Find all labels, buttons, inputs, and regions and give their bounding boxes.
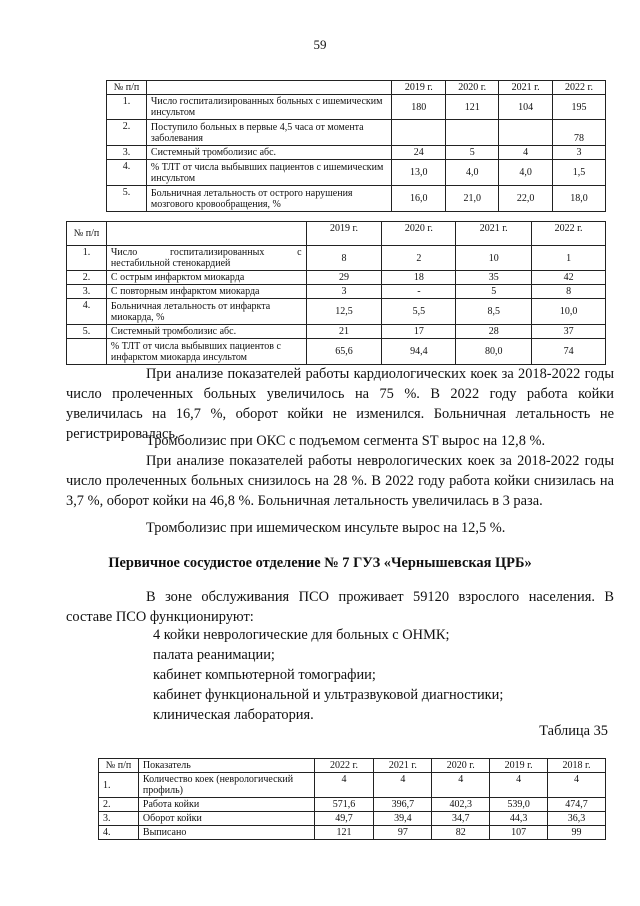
table-cell — [67, 339, 107, 365]
bed-stats-table — [98, 758, 606, 840]
table-cell: 1. — [99, 773, 139, 798]
header-cell: Показатель — [138, 759, 314, 773]
table-cell: - — [382, 285, 456, 299]
table-cell: Число госпитализированных больных с ишемическим инсультом — [146, 95, 391, 120]
table-row — [67, 325, 606, 339]
table-cell: Системный тромболизис абс. — [106, 325, 306, 339]
header-cell: 2019 г. — [490, 759, 548, 773]
header-cell: 2018 г. — [548, 759, 606, 773]
section-heading: Первичное сосудистое отделение № 7 ГУЗ «Чернышевская ЦРБ» — [108, 555, 532, 571]
table-cell: 49,7 — [314, 812, 374, 826]
table-cell: 8,5 — [456, 299, 532, 325]
table-header-row — [99, 759, 606, 773]
table-row — [107, 146, 606, 160]
table-cell: Поступило больных в первые 4,5 часа от момента заболевания — [146, 120, 391, 146]
table-cell: 97 — [374, 826, 432, 840]
table-cell — [392, 120, 446, 146]
table-cell: 3. — [67, 285, 107, 299]
table-cell: 5,5 — [382, 299, 456, 325]
table-row — [99, 773, 606, 798]
table-cell: % ТЛТ от числа выбывших пациентов с инфарктом миокарда инсультом — [106, 339, 306, 365]
table-cell: 1 — [532, 246, 606, 271]
table-cell: 2 — [382, 246, 456, 271]
table-cell: Оборот койки — [138, 812, 314, 826]
list-item: клиническая лаборатория. — [153, 707, 314, 723]
table-cell: 4 — [432, 773, 490, 798]
table-cell: 2. — [107, 120, 147, 146]
table-row — [67, 271, 606, 285]
table-cell: 5. — [107, 186, 147, 212]
table-cell: 21 — [306, 325, 382, 339]
table-cell: % ТЛТ от числа выбывших пациентов с ишемическим инсультом — [146, 160, 391, 186]
table-cell: 82 — [432, 826, 490, 840]
table-cell: 21,0 — [446, 186, 499, 212]
list-item: палата реанимации; — [153, 647, 275, 663]
table-cell: Системный тромболизис абс. — [146, 146, 391, 160]
header-cell: № п/п — [99, 759, 139, 773]
header-cell — [106, 222, 306, 246]
table-row — [67, 299, 606, 325]
table-cell: 474,7 — [548, 798, 606, 812]
table-row — [99, 812, 606, 826]
table-cell: 29 — [306, 271, 382, 285]
header-cell: 2019 г. — [306, 222, 382, 246]
table-row — [107, 186, 606, 212]
table-cell: 42 — [532, 271, 606, 285]
table-row — [99, 826, 606, 840]
table-header-row — [67, 222, 606, 246]
table-cell: 10 — [456, 246, 532, 271]
table-cell: 34,7 — [432, 812, 490, 826]
table-cell: 4,0 — [446, 160, 499, 186]
table-cell: 24 — [392, 146, 446, 160]
table-row — [107, 95, 606, 120]
table-cell: 35 — [456, 271, 532, 285]
header-cell: 2022 г. — [314, 759, 374, 773]
table-caption: Таблица 35 — [539, 723, 608, 739]
table-cell: 4 — [374, 773, 432, 798]
table-cell: 3 — [553, 146, 606, 160]
table-cell: 5 — [456, 285, 532, 299]
table-cell: С острым инфарктом миокарда — [106, 271, 306, 285]
page-number: 59 — [313, 37, 327, 52]
table-cell: 99 — [548, 826, 606, 840]
table-cell: 78 — [553, 120, 606, 146]
table-cell: 1,5 — [553, 160, 606, 186]
table-cell: 4 — [499, 146, 553, 160]
table-cell: 28 — [456, 325, 532, 339]
table-cell: 1. — [107, 95, 147, 120]
table-cell: 4,0 — [499, 160, 553, 186]
table-cell: Выписано — [138, 826, 314, 840]
header-cell: 2019 г. — [392, 81, 446, 95]
table-cell: 13,0 — [392, 160, 446, 186]
table-cell: 107 — [490, 826, 548, 840]
table-cell: 18,0 — [553, 186, 606, 212]
table-cell: Работа койки — [138, 798, 314, 812]
table-cell: 16,0 — [392, 186, 446, 212]
paragraph-thrombolysis-stroke: Тромболизис при ишемическом инсульте вырос на 12,5 %. — [146, 520, 506, 536]
table-cell: 3 — [306, 285, 382, 299]
table-header-row — [107, 81, 606, 95]
table-row — [67, 339, 606, 365]
list-item: кабинет компьютерной томографии; — [153, 667, 376, 683]
header-cell: 2020 г. — [432, 759, 490, 773]
table-cell: 104 — [499, 95, 553, 120]
table-cell: С повторным инфарктом миокарда — [106, 285, 306, 299]
header-cell: 2021 г. — [499, 81, 553, 95]
header-cell: 2022 г. — [553, 81, 606, 95]
table-cell: 4 — [314, 773, 374, 798]
table-cell: Больничная летальность от острого нарушения мозгового кровообращения, % — [146, 186, 391, 212]
header-cell — [146, 81, 391, 95]
table-cell: 2. — [67, 271, 107, 285]
table-cell: 1. — [67, 246, 107, 271]
table-cell: 17 — [382, 325, 456, 339]
table-cell — [499, 120, 553, 146]
table-cell: 10,0 — [532, 299, 606, 325]
table-cell: 571,6 — [314, 798, 374, 812]
table-cell: 180 — [392, 95, 446, 120]
table-cell: 22,0 — [499, 186, 553, 212]
table-cell — [446, 120, 499, 146]
table-cell: 37 — [532, 325, 606, 339]
table-cell: 44,3 — [490, 812, 548, 826]
table-cell: 39,4 — [374, 812, 432, 826]
table-cell: 74 — [532, 339, 606, 365]
table-cell: 36,3 — [548, 812, 606, 826]
header-cell: 2021 г. — [456, 222, 532, 246]
table-cell: 3. — [99, 812, 139, 826]
table-row — [107, 120, 606, 146]
table-cell: 4. — [67, 299, 107, 325]
paragraph-thrombolysis-oks: Тромболизис при ОКС с подъемом сегмента ST вырос на 12,8 %. — [146, 433, 546, 449]
table-cell: 121 — [446, 95, 499, 120]
table-cell: 18 — [382, 271, 456, 285]
header-cell: № п/п — [107, 81, 147, 95]
cardio-table — [66, 221, 606, 365]
stroke-table — [106, 80, 606, 212]
table-cell: 80,0 — [456, 339, 532, 365]
table-cell: 94,4 — [382, 339, 456, 365]
table-cell: 4. — [107, 160, 147, 186]
table-cell: 4 — [548, 773, 606, 798]
table-cell: 3. — [107, 146, 147, 160]
table-cell: 5 — [446, 146, 499, 160]
paragraph-neuro-analysis: При анализе показателей работы неврологических коек за 2018-2022 годы число пролеченных больных снизилось на 28 %. В 2022 году работа койки снизилась на 3,7 %, оборот койки на 46,8 %. Больничная летальность увеличилась в 3 раза. — [66, 453, 614, 509]
table-cell: 195 — [553, 95, 606, 120]
table-row — [67, 285, 606, 299]
table-cell: 12,5 — [306, 299, 382, 325]
list-item: кабинет функциональной и ультразвуковой диагностики; — [153, 687, 504, 703]
table-row — [99, 798, 606, 812]
table-cell: 4. — [99, 826, 139, 840]
table-cell: 396,7 — [374, 798, 432, 812]
table-cell: 539,0 — [490, 798, 548, 812]
table-cell: Число госпитализированных с нестабильной стенокардией — [106, 246, 306, 271]
table-cell: Количество коек (неврологический профиль) — [138, 773, 314, 798]
header-cell: 2020 г. — [446, 81, 499, 95]
header-cell: № п/п — [67, 222, 107, 246]
paragraph-pso-intro: В зоне обслуживания ПСО проживает 59120 взрослого населения. В составе ПСО функционируют: — [66, 589, 614, 625]
table-cell: 4 — [490, 773, 548, 798]
table-row — [107, 160, 606, 186]
table-cell: Больничная летальность от инфаркта миокарда, % — [106, 299, 306, 325]
header-cell: 2022 г. — [532, 222, 606, 246]
table-cell: 2. — [99, 798, 139, 812]
table-cell: 121 — [314, 826, 374, 840]
table-cell: 8 — [306, 246, 382, 271]
header-cell: 2020 г. — [382, 222, 456, 246]
table-row — [67, 246, 606, 271]
table-cell: 8 — [532, 285, 606, 299]
header-cell: 2021 г. — [374, 759, 432, 773]
list-item: 4 койки неврологические для больных с ОНМК; — [153, 627, 450, 643]
table-cell: 5. — [67, 325, 107, 339]
paragraph-cardio-analysis: При анализе показателей работы кардиологических коек за 2018-2022 годы число пролеченных больных увеличилось на 75 %. В 2022 году работа койки увеличилась на 16,7 %, оборот койки не изменился. Больничная летальность не регистрировалась. — [66, 366, 614, 442]
table-cell: 402,3 — [432, 798, 490, 812]
table-cell: 65,6 — [306, 339, 382, 365]
